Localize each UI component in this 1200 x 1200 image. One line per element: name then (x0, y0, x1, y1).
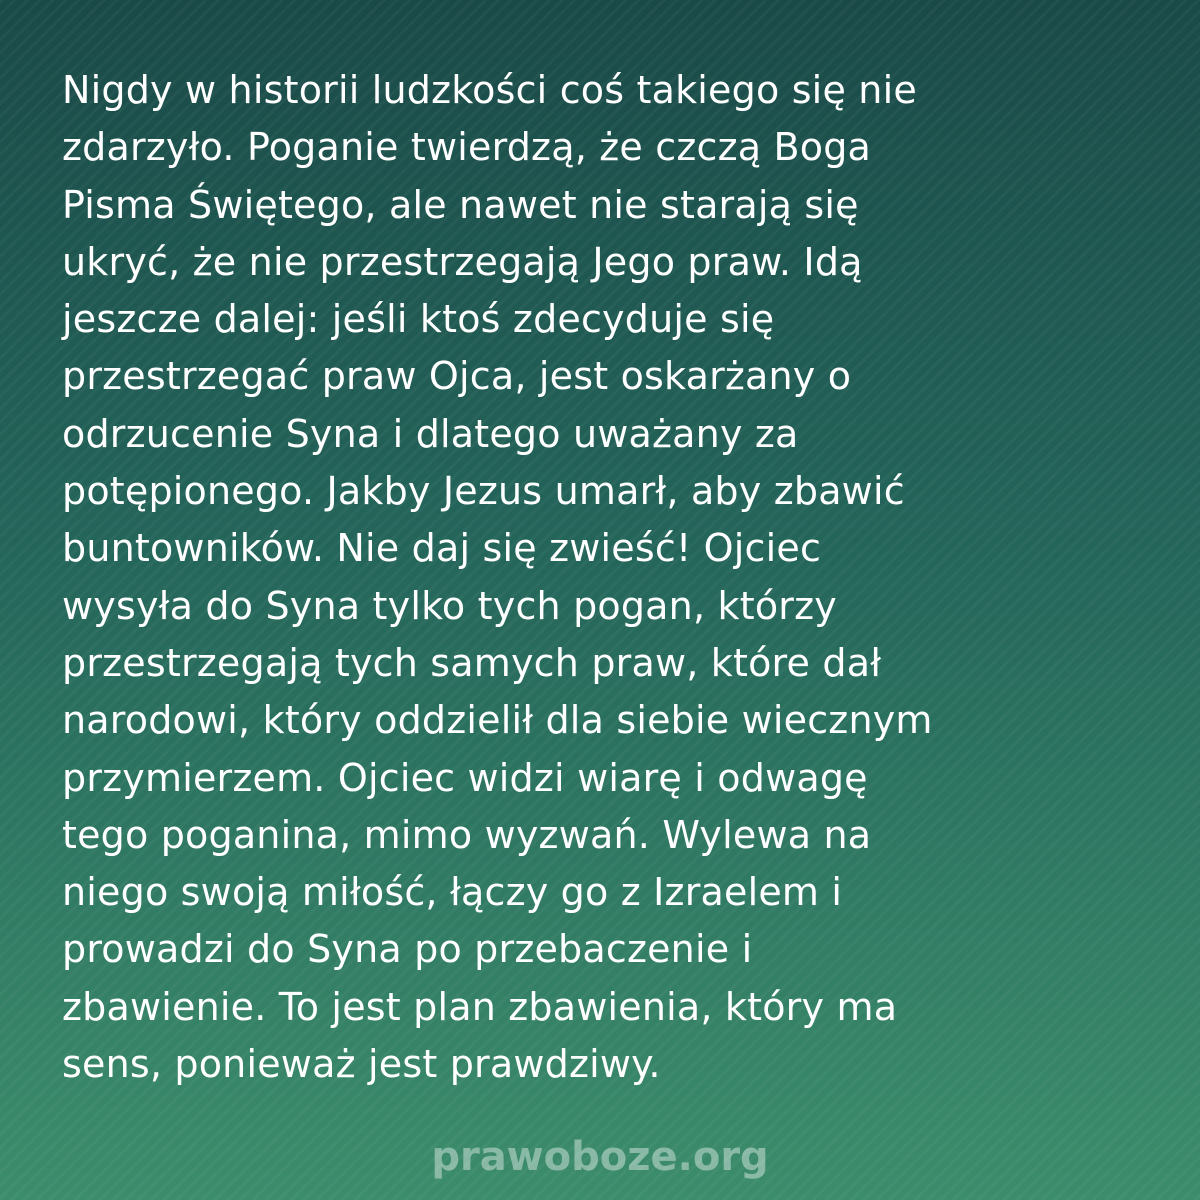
quote-line: buntowników. Nie daj się zwieść! Ojciec (62, 526, 822, 571)
quote-line: tego poganina, mimo wyzwań. Wylewa na (62, 812, 872, 857)
quote-line: przestrzegają tych samych praw, które dał (62, 640, 882, 685)
quote-line: sens, ponieważ jest prawdziwy. (62, 1042, 661, 1087)
quote-line: Pisma Świętego, ale nawet nie starają się (62, 182, 859, 227)
quote-line: ukryć, że nie przestrzegają Jego praw. Idą (62, 239, 863, 284)
quote-line: potępionego. Jakby Jezus umarł, aby zbawić (62, 469, 905, 514)
quote-line: Nigdy w historii ludzkości coś takiego się nie (62, 68, 917, 112)
quote-line: niego swoją miłość, łączy go z Izraelem i (62, 870, 843, 915)
site-watermark: prawoboze.org (431, 1134, 769, 1180)
quote-line: przestrzegać praw Ojca, jest oskarżany o (62, 354, 852, 399)
quote-line: zbawienie. To jest plan zbawienia, który ma (62, 984, 898, 1029)
quote-text (62, 62, 1152, 1093)
quote-line: prowadzi do Syna po przebaczenie i (62, 927, 753, 972)
quote-line: zdarzyło. Poganie twierdzą, że czczą Boga (62, 125, 872, 170)
quote-line: odrzucenie Syna i dlatego uważany za (62, 411, 799, 456)
quote-line: wysyła do Syna tylko tych pogan, którzy (62, 583, 837, 628)
quote-line: przymierzem. Ojciec widzi wiarę i odwagę (62, 755, 868, 800)
quote-line: jeszcze dalej: jeśli ktoś zdecyduje się (62, 297, 775, 342)
quote-line: narodowi, który oddzielił dla siebie wiecznym (62, 698, 933, 743)
